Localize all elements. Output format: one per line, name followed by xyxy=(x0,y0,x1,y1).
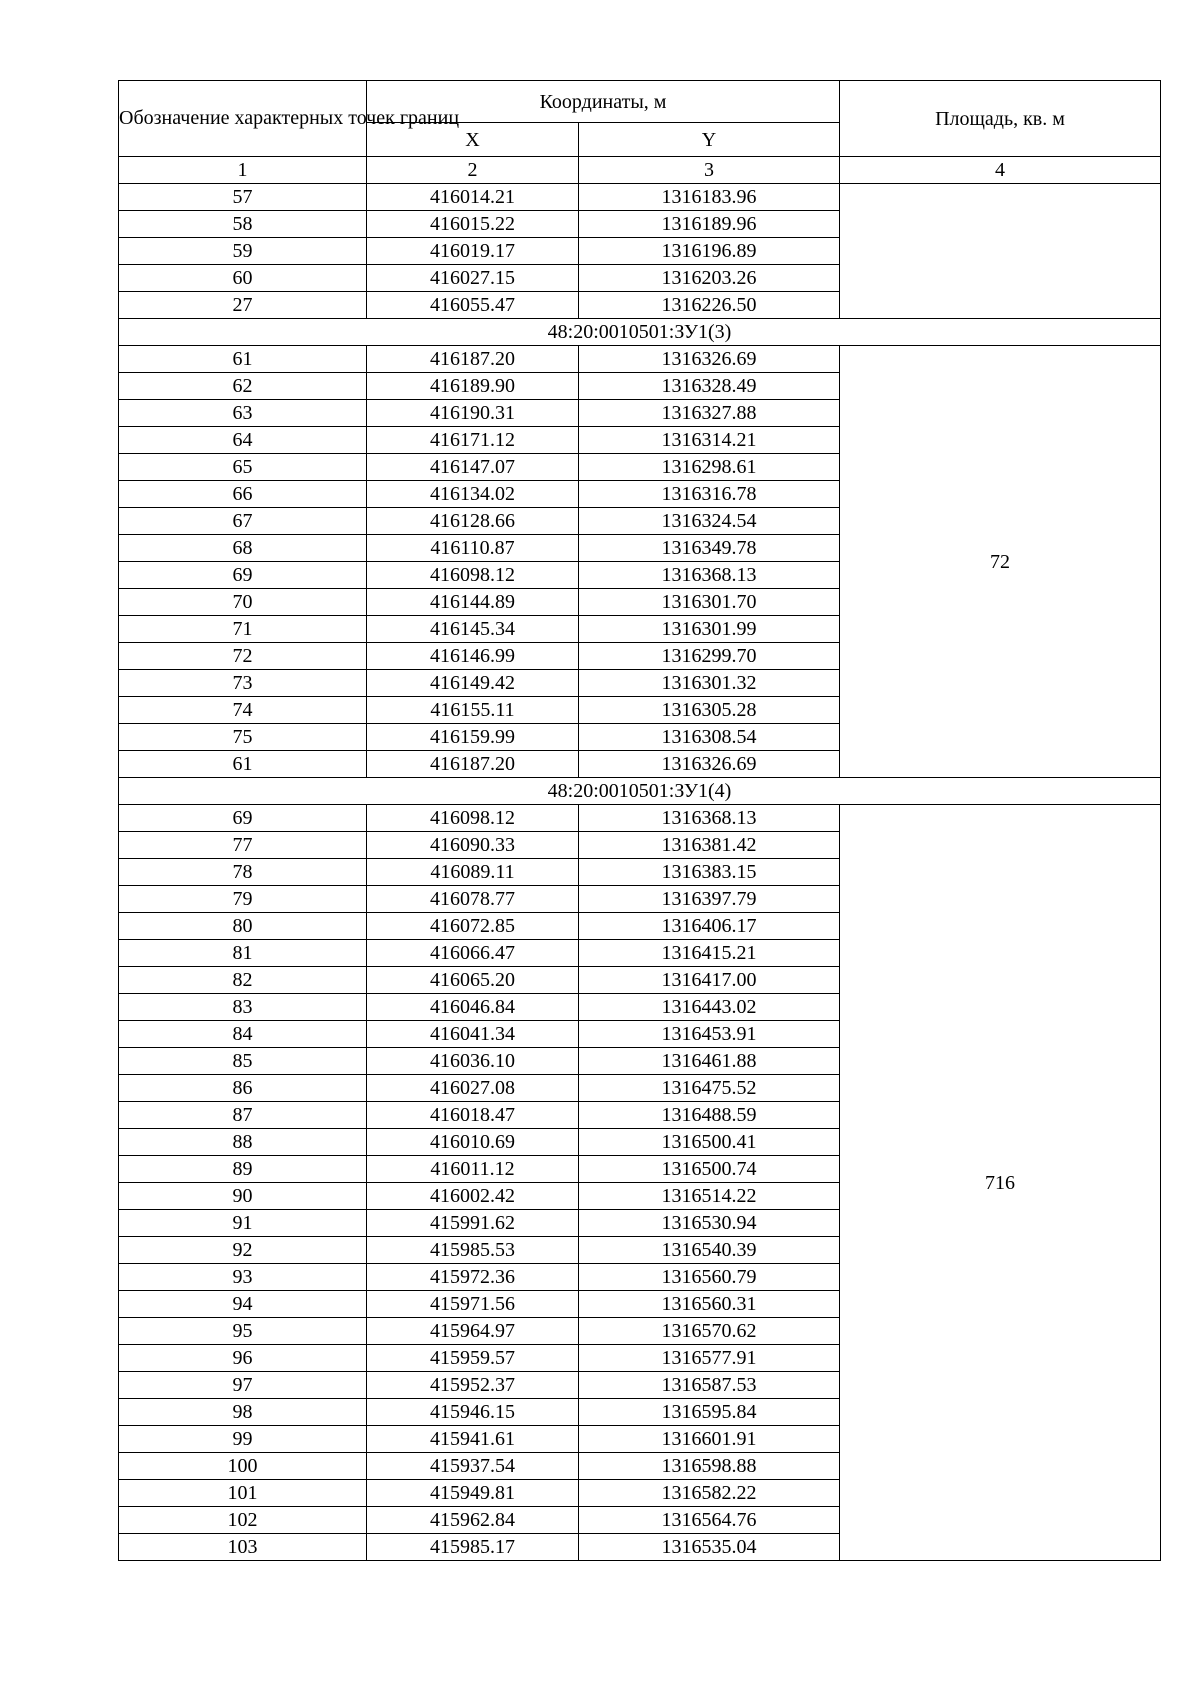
point-number-cell: 73 xyxy=(119,670,367,697)
area-cell: 72 xyxy=(840,346,1161,778)
y-coordinate-cell: 1316327.88 xyxy=(579,400,840,427)
y-coordinate-cell: 1316595.84 xyxy=(579,1399,840,1426)
point-number-cell: 78 xyxy=(119,859,367,886)
point-number-cell: 91 xyxy=(119,1210,367,1237)
point-number-cell: 79 xyxy=(119,886,367,913)
y-coordinate-cell: 1316417.00 xyxy=(579,967,840,994)
point-number-cell: 94 xyxy=(119,1291,367,1318)
y-coordinate-cell: 1316564.76 xyxy=(579,1507,840,1534)
x-coordinate-cell: 416147.07 xyxy=(367,454,579,481)
point-number-cell: 85 xyxy=(119,1048,367,1075)
point-number-cell: 74 xyxy=(119,697,367,724)
point-number-cell: 61 xyxy=(119,346,367,373)
x-coordinate-cell: 416027.08 xyxy=(367,1075,579,1102)
point-number-cell: 68 xyxy=(119,535,367,562)
y-coordinate-cell: 1316301.70 xyxy=(579,589,840,616)
y-coordinate-cell: 1316324.54 xyxy=(579,508,840,535)
point-number-cell: 100 xyxy=(119,1453,367,1480)
x-coordinate-cell: 416015.22 xyxy=(367,211,579,238)
x-coordinate-cell: 416187.20 xyxy=(367,751,579,778)
point-number-cell: 95 xyxy=(119,1318,367,1345)
y-coordinate-cell: 1316183.96 xyxy=(579,184,840,211)
area-cell xyxy=(840,184,1161,319)
x-coordinate-cell: 415937.54 xyxy=(367,1453,579,1480)
point-number-cell: 98 xyxy=(119,1399,367,1426)
x-coordinate-cell: 416090.33 xyxy=(367,832,579,859)
point-number-cell: 70 xyxy=(119,589,367,616)
point-number-cell: 80 xyxy=(119,913,367,940)
x-coordinate-cell: 415991.62 xyxy=(367,1210,579,1237)
point-number-cell: 96 xyxy=(119,1345,367,1372)
point-number-cell: 75 xyxy=(119,724,367,751)
y-coordinate-cell: 1316368.13 xyxy=(579,805,840,832)
x-coordinate-cell: 416128.66 xyxy=(367,508,579,535)
y-coordinate-cell: 1316326.69 xyxy=(579,751,840,778)
y-coordinate-cell: 1316560.31 xyxy=(579,1291,840,1318)
y-coordinate-cell: 1316196.89 xyxy=(579,238,840,265)
y-coordinate-cell: 1316381.42 xyxy=(579,832,840,859)
y-coordinate-cell: 1316535.04 xyxy=(579,1534,840,1561)
point-number-cell: 72 xyxy=(119,643,367,670)
y-coordinate-cell: 1316598.88 xyxy=(579,1453,840,1480)
y-coordinate-cell: 1316461.88 xyxy=(579,1048,840,1075)
x-coordinate-cell: 416014.21 xyxy=(367,184,579,211)
y-coordinate-cell: 1316298.61 xyxy=(579,454,840,481)
header-coords-label: Координаты, м xyxy=(367,81,840,123)
x-coordinate-cell: 416144.89 xyxy=(367,589,579,616)
header-y-label: Y xyxy=(579,123,840,157)
y-coordinate-cell: 1316475.52 xyxy=(579,1075,840,1102)
column-number: 4 xyxy=(840,157,1161,184)
x-coordinate-cell: 416046.84 xyxy=(367,994,579,1021)
x-coordinate-cell: 416036.10 xyxy=(367,1048,579,1075)
table-row xyxy=(119,184,1161,211)
y-coordinate-cell: 1316326.69 xyxy=(579,346,840,373)
header-x-label: X xyxy=(367,123,579,157)
column-number: 3 xyxy=(579,157,840,184)
y-coordinate-cell: 1316530.94 xyxy=(579,1210,840,1237)
x-coordinate-cell: 415985.53 xyxy=(367,1237,579,1264)
x-coordinate-cell: 416145.34 xyxy=(367,616,579,643)
section-row xyxy=(119,319,1161,346)
point-number-cell: 60 xyxy=(119,265,367,292)
x-coordinate-cell: 416171.12 xyxy=(367,427,579,454)
y-coordinate-cell: 1316577.91 xyxy=(579,1345,840,1372)
x-coordinate-cell: 416055.47 xyxy=(367,292,579,319)
section-title: 48:20:0010501:ЗУ1(3) xyxy=(119,319,1161,346)
x-coordinate-cell: 416146.99 xyxy=(367,643,579,670)
x-coordinate-cell: 416189.90 xyxy=(367,373,579,400)
y-coordinate-cell: 1316453.91 xyxy=(579,1021,840,1048)
x-coordinate-cell: 415949.81 xyxy=(367,1480,579,1507)
y-coordinate-cell: 1316301.99 xyxy=(579,616,840,643)
x-coordinate-cell: 415946.15 xyxy=(367,1399,579,1426)
y-coordinate-cell: 1316570.62 xyxy=(579,1318,840,1345)
point-number-cell: 103 xyxy=(119,1534,367,1561)
point-number-cell: 86 xyxy=(119,1075,367,1102)
point-number-cell: 69 xyxy=(119,562,367,589)
point-number-cell: 102 xyxy=(119,1507,367,1534)
point-number-cell: 57 xyxy=(119,184,367,211)
point-number-cell: 59 xyxy=(119,238,367,265)
area-cell: 716 xyxy=(840,805,1161,1561)
y-coordinate-cell: 1316406.17 xyxy=(579,913,840,940)
y-coordinate-cell: 1316443.02 xyxy=(579,994,840,1021)
point-number-cell: 67 xyxy=(119,508,367,535)
header-area-label: Площадь, кв. м xyxy=(840,81,1161,157)
point-number-cell: 101 xyxy=(119,1480,367,1507)
point-number-cell: 71 xyxy=(119,616,367,643)
table-row xyxy=(119,346,1161,373)
point-number-cell: 87 xyxy=(119,1102,367,1129)
y-coordinate-cell: 1316415.21 xyxy=(579,940,840,967)
x-coordinate-cell: 416149.42 xyxy=(367,670,579,697)
point-number-cell: 93 xyxy=(119,1264,367,1291)
y-coordinate-cell: 1316383.15 xyxy=(579,859,840,886)
x-coordinate-cell: 416089.11 xyxy=(367,859,579,886)
y-coordinate-cell: 1316316.78 xyxy=(579,481,840,508)
header-point-label: Обозначение характерных точек границ xyxy=(119,81,367,157)
y-coordinate-cell: 1316500.74 xyxy=(579,1156,840,1183)
x-coordinate-cell: 416065.20 xyxy=(367,967,579,994)
x-coordinate-cell: 416159.99 xyxy=(367,724,579,751)
x-coordinate-cell: 415962.84 xyxy=(367,1507,579,1534)
point-number-cell: 83 xyxy=(119,994,367,1021)
x-coordinate-cell: 416110.87 xyxy=(367,535,579,562)
point-number-cell: 89 xyxy=(119,1156,367,1183)
x-coordinate-cell: 415952.37 xyxy=(367,1372,579,1399)
point-number-cell: 62 xyxy=(119,373,367,400)
table-header xyxy=(119,81,1161,184)
section-title: 48:20:0010501:ЗУ1(4) xyxy=(119,778,1161,805)
y-coordinate-cell: 1316349.78 xyxy=(579,535,840,562)
point-number-cell: 82 xyxy=(119,967,367,994)
point-number-cell: 27 xyxy=(119,292,367,319)
x-coordinate-cell: 415971.56 xyxy=(367,1291,579,1318)
x-coordinate-cell: 416098.12 xyxy=(367,562,579,589)
x-coordinate-cell: 416002.42 xyxy=(367,1183,579,1210)
point-number-cell: 65 xyxy=(119,454,367,481)
x-coordinate-cell: 415972.36 xyxy=(367,1264,579,1291)
y-coordinate-cell: 1316305.28 xyxy=(579,697,840,724)
x-coordinate-cell: 415941.61 xyxy=(367,1426,579,1453)
y-coordinate-cell: 1316368.13 xyxy=(579,562,840,589)
point-number-cell: 97 xyxy=(119,1372,367,1399)
x-coordinate-cell: 416155.11 xyxy=(367,697,579,724)
point-number-cell: 58 xyxy=(119,211,367,238)
table-row xyxy=(119,805,1161,832)
point-number-cell: 88 xyxy=(119,1129,367,1156)
x-coordinate-cell: 416098.12 xyxy=(367,805,579,832)
x-coordinate-cell: 416187.20 xyxy=(367,346,579,373)
y-coordinate-cell: 1316582.22 xyxy=(579,1480,840,1507)
y-coordinate-cell: 1316397.79 xyxy=(579,886,840,913)
point-number-cell: 69 xyxy=(119,805,367,832)
x-coordinate-cell: 416134.02 xyxy=(367,481,579,508)
x-coordinate-cell: 416066.47 xyxy=(367,940,579,967)
x-coordinate-cell: 416072.85 xyxy=(367,913,579,940)
point-number-cell: 84 xyxy=(119,1021,367,1048)
x-coordinate-cell: 416027.15 xyxy=(367,265,579,292)
x-coordinate-cell: 415959.57 xyxy=(367,1345,579,1372)
point-number-cell: 61 xyxy=(119,751,367,778)
coordinates-table xyxy=(118,80,1161,1561)
y-coordinate-cell: 1316328.49 xyxy=(579,373,840,400)
column-number: 2 xyxy=(367,157,579,184)
y-coordinate-cell: 1316301.32 xyxy=(579,670,840,697)
point-number-cell: 66 xyxy=(119,481,367,508)
point-number-cell: 99 xyxy=(119,1426,367,1453)
y-coordinate-cell: 1316314.21 xyxy=(579,427,840,454)
y-coordinate-cell: 1316189.96 xyxy=(579,211,840,238)
column-number: 1 xyxy=(119,157,367,184)
y-coordinate-cell: 1316203.26 xyxy=(579,265,840,292)
x-coordinate-cell: 416078.77 xyxy=(367,886,579,913)
section-row xyxy=(119,778,1161,805)
point-number-cell: 92 xyxy=(119,1237,367,1264)
y-coordinate-cell: 1316587.53 xyxy=(579,1372,840,1399)
y-coordinate-cell: 1316299.70 xyxy=(579,643,840,670)
y-coordinate-cell: 1316308.54 xyxy=(579,724,840,751)
table-body xyxy=(119,184,1161,1561)
x-coordinate-cell: 416011.12 xyxy=(367,1156,579,1183)
point-number-cell: 63 xyxy=(119,400,367,427)
y-coordinate-cell: 1316601.91 xyxy=(579,1426,840,1453)
x-coordinate-cell: 416019.17 xyxy=(367,238,579,265)
y-coordinate-cell: 1316560.79 xyxy=(579,1264,840,1291)
x-coordinate-cell: 415985.17 xyxy=(367,1534,579,1561)
y-coordinate-cell: 1316488.59 xyxy=(579,1102,840,1129)
x-coordinate-cell: 416018.47 xyxy=(367,1102,579,1129)
y-coordinate-cell: 1316540.39 xyxy=(579,1237,840,1264)
point-number-cell: 77 xyxy=(119,832,367,859)
x-coordinate-cell: 415964.97 xyxy=(367,1318,579,1345)
x-coordinate-cell: 416010.69 xyxy=(367,1129,579,1156)
y-coordinate-cell: 1316514.22 xyxy=(579,1183,840,1210)
x-coordinate-cell: 416041.34 xyxy=(367,1021,579,1048)
y-coordinate-cell: 1316500.41 xyxy=(579,1129,840,1156)
point-number-cell: 81 xyxy=(119,940,367,967)
point-number-cell: 90 xyxy=(119,1183,367,1210)
x-coordinate-cell: 416190.31 xyxy=(367,400,579,427)
y-coordinate-cell: 1316226.50 xyxy=(579,292,840,319)
point-number-cell: 64 xyxy=(119,427,367,454)
